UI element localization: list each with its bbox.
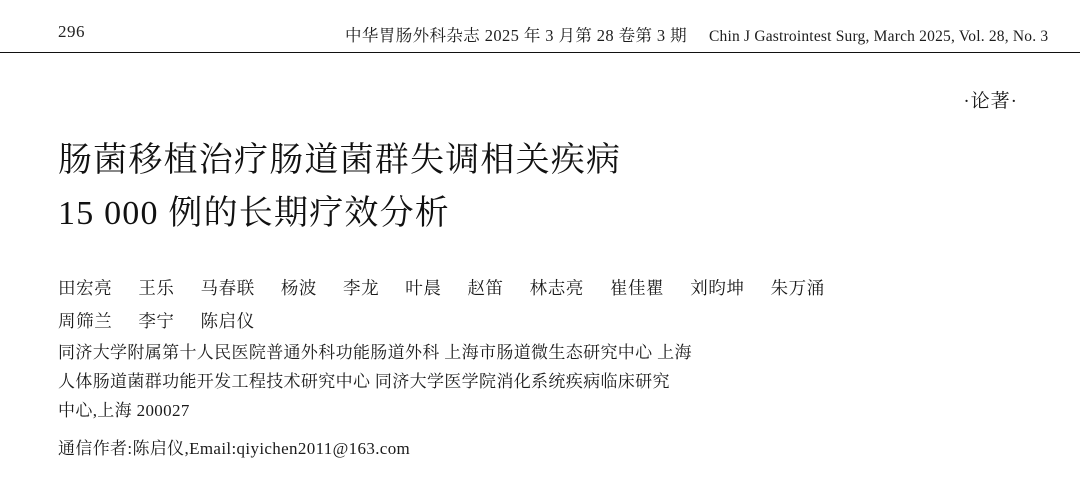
page-number: 296 — [58, 22, 85, 41]
header-divider — [0, 52, 1080, 53]
corresponding-author: 通信作者:陈启仪,Email:qiyichen2011@163.com — [58, 439, 411, 458]
author-list — [58, 272, 958, 338]
journal-title-chinese: 中华胃肠外科杂志 2025 年 3 月第 28 卷第 3 期 — [345, 26, 687, 45]
author-name: 崔佳瞿 — [609, 278, 665, 298]
author-row-1 — [58, 272, 958, 305]
affiliation-list — [58, 338, 848, 425]
article-type-label: ·论著· — [963, 91, 1018, 112]
author-name: 杨波 — [280, 278, 318, 298]
affiliation-line: 中心,上海 200027 — [58, 401, 190, 420]
article-title — [58, 134, 1018, 240]
author-name: 周筛兰 — [58, 311, 113, 331]
author-name: 马春联 — [200, 278, 255, 298]
author-name: 赵笛 — [467, 278, 504, 298]
author-name: 刘昀坤 — [690, 278, 745, 298]
title-line-1: 肠菌移植治疗肠道菌群失调相关疾病 — [58, 142, 622, 179]
author-name: 叶晨 — [405, 278, 442, 298]
title-line-2: 15 000 例的长期疗效分析 — [58, 195, 450, 232]
author-name: 李宁 — [138, 311, 175, 331]
running-head — [345, 22, 1048, 46]
affiliation-line: 人体肠道菌群功能开发工程技术研究中心 同济大学医学院消化系统疾病临床研究 — [58, 372, 670, 391]
author-name: 林志亮 — [529, 278, 584, 298]
author-name: 陈启仪 — [200, 311, 255, 331]
author-name: 田宏亮 — [58, 278, 113, 298]
author-name: 朱万涌 — [770, 278, 825, 298]
author-name: 王乐 — [138, 278, 175, 298]
journal-title-english: Chin J Gastrointest Surg, March 2025, Vol. 28, No. 3 — [709, 28, 1049, 45]
running-head-row — [0, 22, 1080, 52]
author-name: 李龙 — [343, 278, 380, 298]
affiliation-line: 同济大学附属第十人民医院普通外科功能肠道外科 上海市肠道微生态研究中心 上海 — [58, 343, 692, 362]
author-row-2 — [58, 305, 958, 338]
